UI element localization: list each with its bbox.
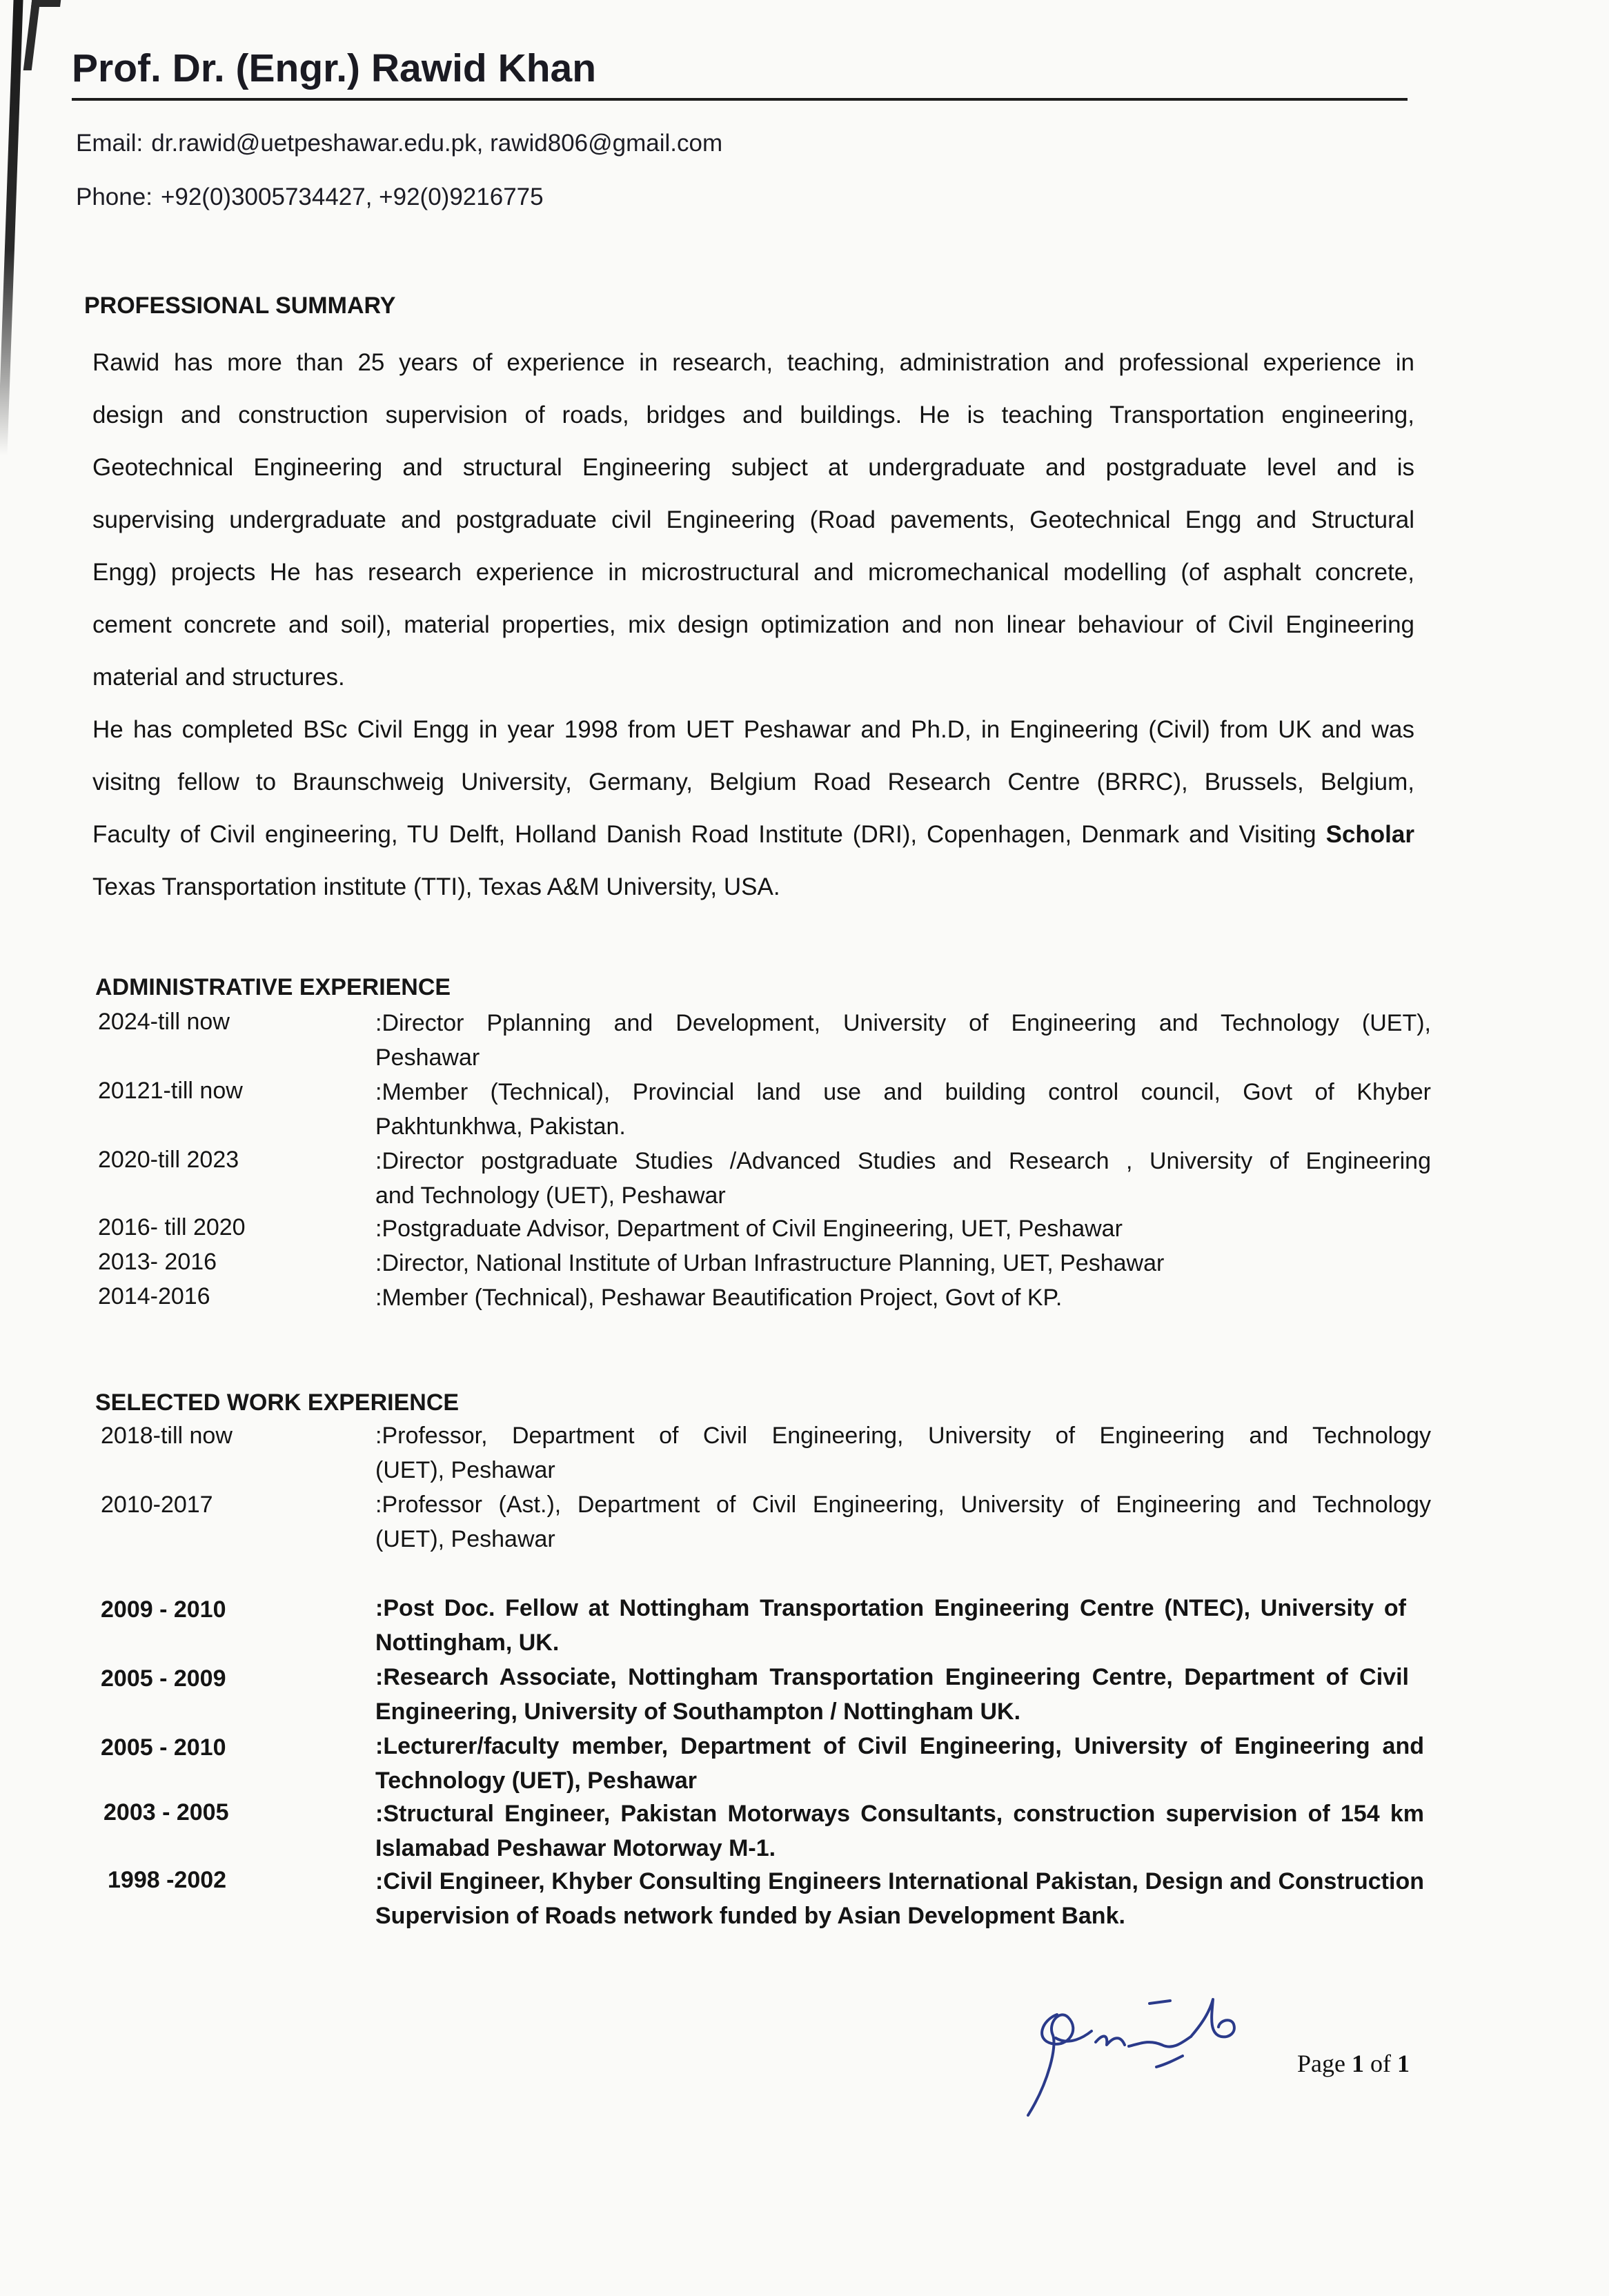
admin-desc-line: :Director Pplanning and Development, University of Engineering and Technology (UET), <box>375 1010 1431 1036</box>
phone-label: Phone: <box>76 184 152 210</box>
email-value: dr.rawid@uetpeshawar.edu.pk, rawid806@gmail.com <box>151 130 723 157</box>
work-desc-line: Supervision of Roads network funded by Asian Development Bank. <box>375 1903 1125 1929</box>
work-date: 2005 - 2010 <box>101 1734 226 1761</box>
admin-desc <box>375 1144 1431 1213</box>
admin-date: 20121-till now <box>98 1078 243 1104</box>
admin-desc <box>375 1006 1431 1075</box>
admin-desc-line: :Director, National Institute of Urban Infrastructure Planning, UET, Peshawar <box>375 1250 1165 1276</box>
handwritten-signature <box>1014 1979 1304 2137</box>
work-date: 2003 - 2005 <box>103 1799 229 1825</box>
admin-heading: ADMINISTRATIVE EXPERIENCE <box>95 974 451 1000</box>
admin-desc-line: :Director postgraduate Studies /Advanced Studies and Research , University of Engineering <box>375 1148 1431 1174</box>
page-mid: of <box>1363 2050 1397 2077</box>
scan-corner-mark <box>23 0 61 70</box>
work-desc-line: :Professor, Department of Civil Engineering, University of Engineering and Technology <box>375 1423 1431 1449</box>
work-desc-line: :Post Doc. Fellow at Nottingham Transportation Engineering Centre (NTEC), University of <box>375 1595 1406 1621</box>
admin-date: 2024-till now <box>98 1009 230 1035</box>
admin-desc-line: :Member (Technical), Provincial land use and building control council, Govt of Khyber <box>375 1079 1431 1105</box>
work-desc <box>375 1660 1409 1729</box>
work-desc-line: (UET), Peshawar <box>375 1526 555 1552</box>
admin-desc-line: :Postgraduate Advisor, Department of Civil Engineering, UET, Peshawar <box>375 1216 1123 1242</box>
page-prefix: Page <box>1297 2050 1352 2077</box>
page-total: 1 <box>1396 2050 1410 2077</box>
admin-desc <box>375 1246 1431 1280</box>
work-date: 2009 - 2010 <box>101 1596 226 1623</box>
admin-desc-line: Pakhtunkhwa, Pakistan. <box>375 1114 626 1140</box>
work-desc-line: (UET), Peshawar <box>375 1457 555 1483</box>
summary-line: supervising undergraduate and postgraduate civil Engineering (Road pavements, Geotechnical Engg and Structural <box>92 506 1414 533</box>
summary-line: Geotechnical Engineering and structural Engineering subject at undergraduate and postgraduate level and is <box>92 454 1414 481</box>
work-desc <box>375 1797 1424 1866</box>
work-date: 2005 - 2009 <box>101 1665 226 1692</box>
work-date: 1998 -2002 <box>108 1867 227 1893</box>
work-desc-line: :Lecturer/faculty member, Department of Civil Engineering, University of Engineering and <box>375 1733 1424 1759</box>
work-heading: SELECTED WORK EXPERIENCE <box>95 1389 460 1416</box>
summary-line: Engg) projects He has research experience in microstructural and micromechanical modelling (of asphalt concrete, <box>92 559 1414 586</box>
summary-bold-word: Scholar <box>1325 821 1414 848</box>
summary-line-with-bold <box>92 809 1414 861</box>
admin-date: 2014-2016 <box>98 1283 210 1309</box>
phone-line <box>76 184 544 211</box>
summary-heading: PROFESSIONAL SUMMARY <box>84 293 396 319</box>
summary-line: He has completed BSc Civil Engg in year 1998 from UET Peshawar and Ph.D, in Engineering (Civil) from UK and was <box>92 716 1414 743</box>
header-rule <box>72 98 1408 101</box>
email-label: Email: <box>76 130 144 157</box>
work-desc <box>375 1864 1424 1933</box>
admin-desc-line: :Member (Technical), Peshawar Beautification Project, Govt of KP. <box>375 1285 1063 1311</box>
admin-desc <box>375 1075 1431 1144</box>
summary-line: material and structures. <box>92 664 345 691</box>
admin-date: 2020-till 2023 <box>98 1147 239 1173</box>
page-current: 1 <box>1351 2050 1364 2077</box>
work-desc-line: :Research Associate, Nottingham Transportation Engineering Centre, Department of Civil <box>375 1664 1409 1690</box>
admin-desc <box>375 1280 1431 1315</box>
work-desc-line: :Structural Engineer, Pakistan Motorways Consultants, construction supervision of 154 km <box>375 1801 1424 1827</box>
summary-line-text: Faculty of Civil engineering, TU Delft, Holland Danish Road Institute (DRI), Copenhagen, Denmark and Visiting <box>92 821 1316 848</box>
work-desc-line: Nottingham, UK. <box>375 1630 560 1656</box>
summary-line: cement concrete and soil), material properties, mix design optimization and non linear behaviour of Civil Engineering <box>92 611 1414 638</box>
admin-date: 2016- till 2020 <box>98 1214 246 1240</box>
phone-value: +92(0)3005734427, +92(0)9216775 <box>160 184 544 210</box>
admin-desc-line: and Technology (UET), Peshawar <box>375 1182 726 1209</box>
admin-desc-line: Peshawar <box>375 1045 480 1071</box>
admin-date: 2013- 2016 <box>98 1249 217 1275</box>
work-desc <box>375 1591 1406 1660</box>
summary-line: Texas Transportation institute (TTI), Texas A&M University, USA. <box>92 873 780 900</box>
work-desc-line: :Professor (Ast.), Department of Civil Engineering, University of Engineering and Technology <box>375 1492 1431 1518</box>
person-name: Prof. Dr. (Engr.) Rawid Khan <box>72 46 597 90</box>
summary-paragraph <box>92 337 1414 913</box>
work-desc <box>375 1487 1431 1556</box>
summary-line: Rawid has more than 25 years of experience in research, teaching, administration and professional experience in <box>92 349 1414 376</box>
work-desc <box>375 1729 1424 1798</box>
work-date: 2010-2017 <box>101 1492 213 1518</box>
work-date: 2018-till now <box>101 1423 233 1449</box>
summary-line: design and construction supervision of roads, bridges and buildings. He is teaching Transportation engineering, <box>92 402 1414 428</box>
work-desc-line: Technology (UET), Peshawar <box>375 1768 698 1794</box>
scan-shadow-edge <box>0 0 23 455</box>
admin-desc <box>375 1211 1431 1246</box>
work-desc-line: :Civil Engineer, Khyber Consulting Engineers International Pakistan, Design and Construction <box>375 1868 1424 1894</box>
page-number <box>1297 2049 1410 2078</box>
work-desc <box>375 1418 1431 1487</box>
email-line <box>76 130 722 157</box>
summary-line: visitng fellow to Braunschweig University, Germany, Belgium Road Research Centre (BRRC), Brussels, Belgium, <box>92 769 1414 795</box>
work-desc-line: Islamabad Peshawar Motorway M-1. <box>375 1835 776 1861</box>
work-desc-line: Engineering, University of Southampton / Nottingham UK. <box>375 1699 1021 1725</box>
